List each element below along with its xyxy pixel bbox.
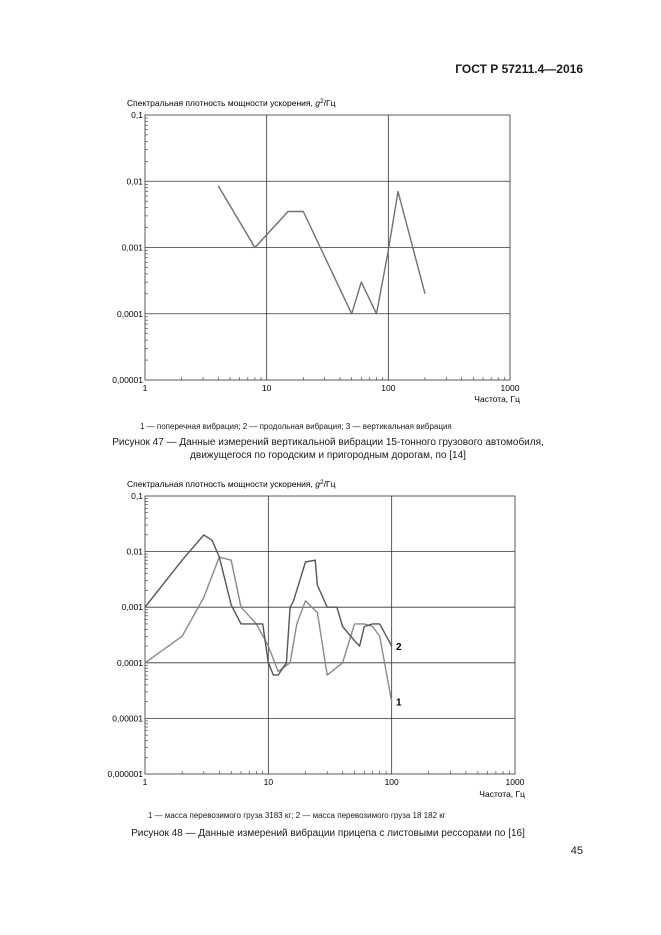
x-tick-label: 1 [142, 383, 148, 393]
x-tick-label: 10 [263, 777, 274, 787]
x-tick-label: 1 [142, 777, 148, 787]
page-number: 45 [570, 845, 583, 857]
y-tick-label: 0,0001 [117, 657, 143, 668]
document-id: ГОСТ Р 57211.4—2016 [455, 62, 583, 76]
y-tick-label: 0,00001 [112, 375, 143, 385]
series-label-1: 1 [396, 697, 402, 709]
y-axis-label: Спектральная плотность мощности ускорения, $g^2/Гц$ [127, 97, 336, 108]
chart-fig48 [108, 479, 526, 800]
x-tick-label: 10 [261, 383, 272, 393]
y-tick-label: 0,01 [126, 546, 143, 557]
x-tick-label: 100 [381, 383, 396, 393]
series-label-2: 2 [396, 642, 402, 654]
x-tick-label: 1000 [505, 777, 525, 787]
x-tick-label: 100 [384, 777, 399, 787]
y-tick-label: 0,00001 [112, 713, 143, 724]
y-tick-label: 0,1 [131, 110, 143, 120]
y-tick-label: 0,001 [121, 602, 143, 613]
y-tick-label: 0,001 [121, 242, 143, 253]
x-axis-label: Частота, Гц [474, 394, 520, 404]
series-line-1 [218, 186, 425, 314]
x-axis-label: Частота, Гц [479, 789, 525, 799]
y-tick-label: 0,000001 [107, 769, 143, 779]
y-tick-label: 0,0001 [117, 308, 143, 319]
chart-fig47 [112, 98, 520, 405]
y-axis-label: Спектральная плотность мощности ускорения, $g^2/Гц$ [127, 478, 336, 489]
fig47-legend: 1 — поперечная вибрация; 2 — продольная вибрация; 3 — вертикальная вибрация [140, 422, 452, 431]
y-tick-label: 0,01 [126, 176, 143, 187]
y-tick-label: 0,1 [131, 491, 143, 501]
x-tick-label: 1000 [500, 383, 520, 393]
fig47-caption: Рисунок 47 — Данные измерений вертикальной вибрации 15-тонного грузового автомобиля, движущегося по городским и пригородным дорогам, по [14] [112, 437, 544, 461]
fig48-caption: Рисунок 48 — Данные измерений вибрации прицепа с листовыми рессорами по [16] [131, 828, 525, 839]
fig48-legend: 1 — масса перевозимого груза 3183 кг; 2 — масса перевозимого груза 18 182 кг [148, 811, 446, 820]
